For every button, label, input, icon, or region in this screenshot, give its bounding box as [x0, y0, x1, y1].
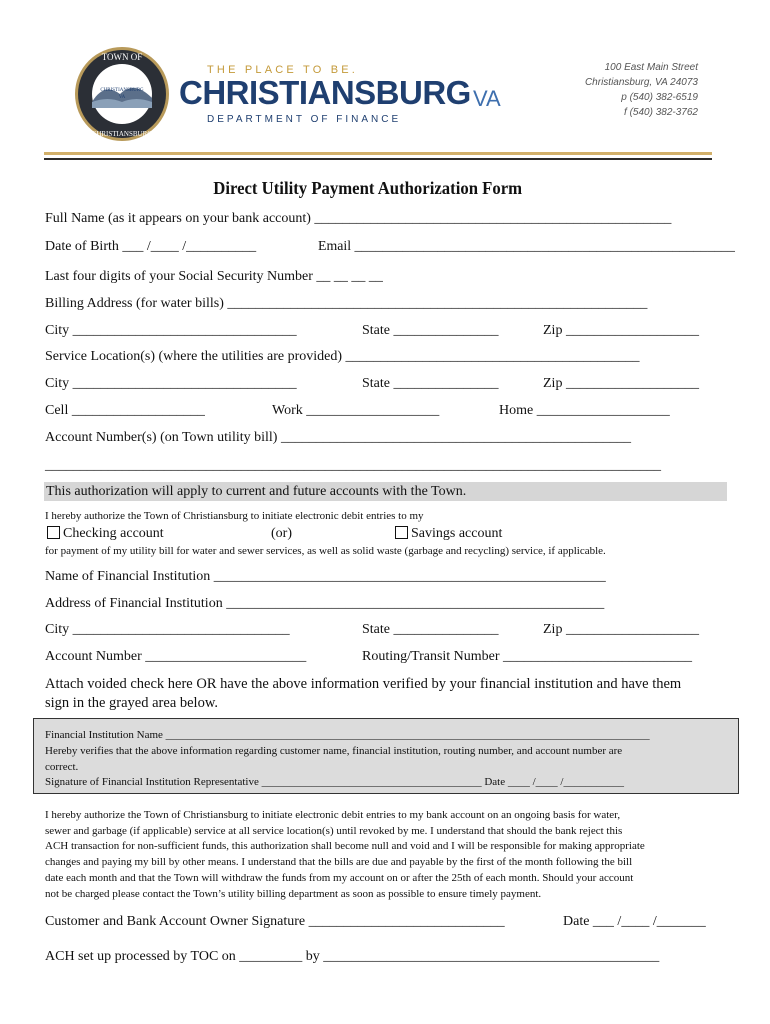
- seal-text-bottom: CHRISTIANSBURG: [91, 130, 153, 138]
- billing-zip-field[interactable]: Zip ___________________: [543, 323, 699, 338]
- terms-line: date each month and that the Town will withdraw the funds from my account on or after the 25th of each month. Should your account: [45, 871, 634, 884]
- terms-line: I hereby authorize the Town of Christiansburg to initiate electronic debit entries to my bank account on an ongoing basis for water,: [45, 809, 621, 821]
- billing-address-field[interactable]: Billing Address (for water bills) ____________________________________________________________: [45, 296, 648, 311]
- bank-account-number-field[interactable]: Account Number _______________________: [45, 649, 307, 664]
- or-label: (or): [271, 526, 292, 541]
- seal-text-top: TOWN OF: [101, 52, 143, 62]
- terms-line: changes and paying my bill by other means. I understand that the bills are due and payable by the first of the month following the bill: [45, 856, 633, 869]
- attach-check-instructions-2: sign in the grayed area below.: [45, 695, 218, 711]
- checking-account-checkbox[interactable]: [47, 526, 60, 539]
- account-numbers-field[interactable]: Account Number(s) (on Town utility bill) __________________________________________________: [45, 430, 631, 445]
- authorization-terms: [45, 808, 727, 902]
- address-street: 100 East Main Street: [604, 62, 698, 73]
- service-state-field[interactable]: State _______________: [362, 376, 499, 391]
- tagline: THE PLACE TO BE.: [207, 64, 359, 76]
- account-numbers-extra-line[interactable]: ________________________________________________________________________________________: [45, 458, 661, 473]
- service-location-field[interactable]: Service Location(s) (where the utilities are provided) __________________________________________: [45, 349, 640, 364]
- fax-number: f (540) 382-3762: [624, 107, 698, 118]
- email-field[interactable]: Email _______________________________________________________: [318, 239, 735, 254]
- billing-state-field[interactable]: State _______________: [362, 323, 499, 338]
- signature-date-field[interactable]: Date ___ /____ /_______: [563, 914, 706, 929]
- institution-address-field[interactable]: Address of Financial Institution ______________________________________________________: [45, 596, 605, 611]
- seal-center-state: VA: [118, 95, 126, 100]
- attach-check-instructions-1: Attach voided check here OR have the above information verified by your financial institution and have them: [45, 676, 682, 692]
- savings-account-checkbox[interactable]: [395, 526, 408, 539]
- institution-state-field[interactable]: State _______________: [362, 622, 499, 637]
- fi-signature-field[interactable]: Signature of Financial Institution Representative ________________________________________ Date ____ /____ /___________: [45, 776, 624, 788]
- customer-signature-field[interactable]: Customer and Bank Account Owner Signature ____________________________: [45, 914, 505, 929]
- phone-number: p (540) 382-6519: [621, 92, 698, 103]
- terms-line: sewer and garbage (if applicable) service at all service location(s) until revoked by me. I understand that should the bank reject this: [45, 824, 623, 837]
- seal-center-name: CHRISTIANSBURG: [100, 88, 144, 93]
- service-city-field[interactable]: City ________________________________: [45, 376, 297, 391]
- routing-number-field[interactable]: Routing/Transit Number ___________________________: [362, 649, 693, 664]
- address-city: Christiansburg, VA 24073: [584, 77, 698, 88]
- ach-processed-field[interactable]: ACH set up processed by TOC on _________ by ________________________________________________: [45, 949, 660, 964]
- department-name: DEPARTMENT OF FINANCE: [207, 114, 402, 125]
- authorize-debit-line: I hereby authorize the Town of Christiansburg to initiate electronic debit entries to my: [45, 510, 424, 522]
- terms-line: ACH transaction for non-sufficient funds, this authorization shall become null and void and I will be responsible for making appropriate: [45, 840, 645, 853]
- work-phone-field[interactable]: Work ___________________: [272, 403, 440, 418]
- ssn-last-four-field[interactable]: Last four digits of your Social Security Number __ __ __ __: [45, 269, 383, 284]
- brand-name: CHRISTIANSBURG: [179, 74, 471, 111]
- verification-text-2: correct.: [45, 761, 79, 773]
- form-title: Direct Utility Payment Authorization Form: [213, 178, 523, 198]
- apply-note: This authorization will apply to current and future accounts with the Town.: [46, 484, 467, 499]
- brand-state: VA: [473, 86, 501, 111]
- institution-name-field[interactable]: Name of Financial Institution ________________________________________________________: [45, 569, 606, 584]
- header-rule-dark: [44, 158, 712, 160]
- full-name-field[interactable]: Full Name (as it appears on your bank account) ___________________________________________________: [45, 211, 672, 226]
- date-of-birth-field[interactable]: Date of Birth ___ /____ /__________: [45, 239, 257, 254]
- billing-city-field[interactable]: City ________________________________: [45, 323, 297, 338]
- cell-phone-field[interactable]: Cell ___________________: [45, 403, 205, 418]
- institution-zip-field[interactable]: Zip ___________________: [543, 622, 699, 637]
- fi-name-field[interactable]: Financial Institution Name ________________________________________________________________________________________: [45, 729, 650, 741]
- header-rule-gold: [44, 152, 712, 155]
- payment-purpose-text: for payment of my utility bill for water and sewer services, as well as solid waste (garbage and recycling) service, if applicable.: [45, 545, 606, 557]
- verification-text-1: Hereby verifies that the above information regarding customer name, financial institution, routing number, and account number are: [45, 745, 623, 757]
- service-zip-field[interactable]: Zip ___________________: [543, 376, 699, 391]
- terms-line: not be charged please contact the Town’s utility billing department as soon as possible to ensure timely payment.: [45, 887, 542, 900]
- institution-city-field[interactable]: City _______________________________: [45, 622, 290, 637]
- savings-account-label: Savings account: [411, 526, 503, 541]
- town-seal-logo: [74, 46, 170, 142]
- home-phone-field[interactable]: Home ___________________: [499, 403, 670, 418]
- checking-account-label: Checking account: [63, 526, 164, 541]
